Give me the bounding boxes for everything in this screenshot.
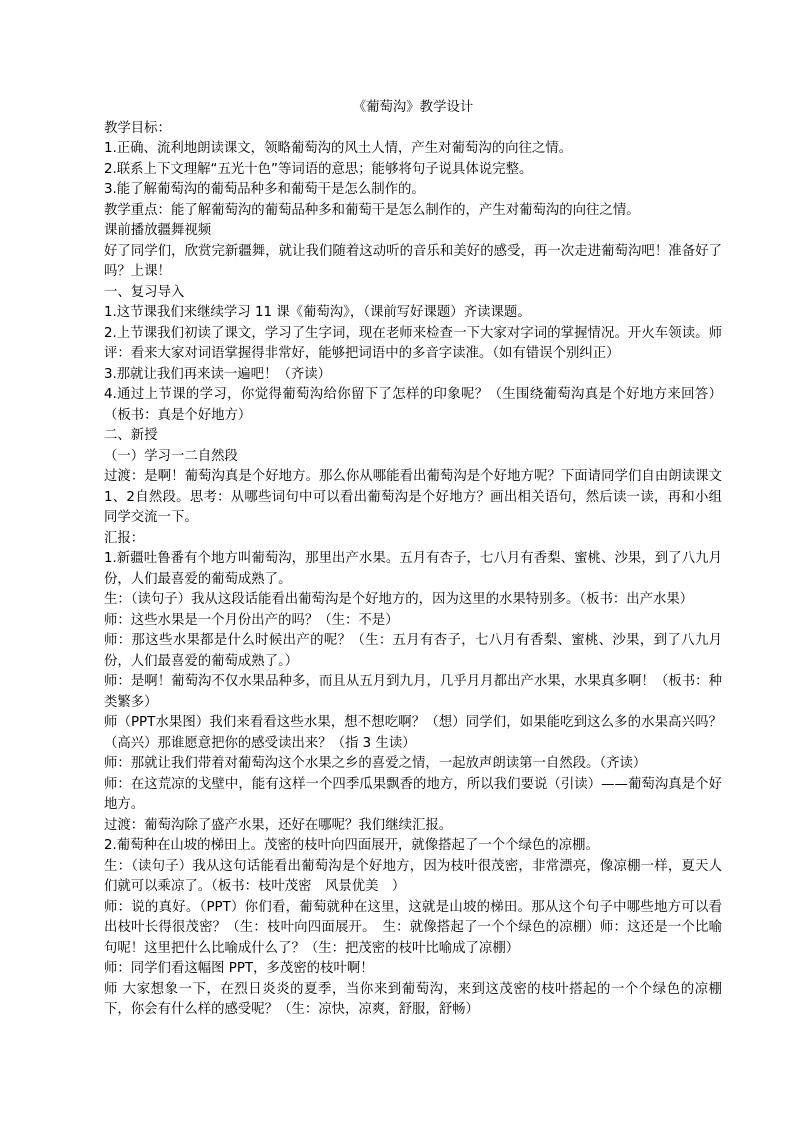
section-heading: 一、复习导入 <box>104 284 185 300</box>
paragraph: 3.能了解葡萄沟的葡萄品种多和葡萄干是怎么制作的。 <box>104 182 425 197</box>
paragraph: 课前播放疆舞视频 <box>104 223 212 238</box>
paragraph: 2.联系上下文理解“五光十色”等词语的意思；能够将句子说具体说完整。 <box>104 161 533 177</box>
paragraph: 生：（读句子）我从这句话能看出葡萄沟是个好地方，因为枝叶很茂密，非常漂亮，像凉棚一样，夏天人们就可以乘凉了。（板书：枝叶茂密 风景优美 ） <box>104 858 722 894</box>
paragraph: 师（PPT水果图）我们来看看这些水果，想不想吃啊？（想）同学们，如果能吃到这么多的水果高兴吗？（高兴）那谁愿意把你的感受读出来？（指 3 生读） <box>104 715 722 751</box>
paragraph: 1.这节课我们来继续学习 11 课《葡萄沟》，（课前写好课题）齐读课题。 <box>104 305 531 320</box>
paragraph: 教学重点：能了解葡萄沟的葡萄品种多和葡萄干是怎么制作的，产生对葡萄沟的向往之情。 <box>104 202 640 218</box>
paragraph: 3.那就让我们再来读一遍吧！（齐读） <box>104 366 332 382</box>
section-heading: 二、新授 <box>104 428 158 443</box>
subsection-heading: （一）学习一二自然段 <box>104 448 238 464</box>
paragraph: 师 大家想象一下，在烈日炎炎的夏季，当你来到葡萄沟，来到这茂密的枝叶搭起的一个个绿色的凉棚下，你会有什么样的感受呢？（生：凉快，凉爽，舒服，舒畅） <box>104 981 722 1017</box>
document-page <box>104 98 722 1021</box>
paragraph: 师：那这些水果都是什么时候出产的呢？（生：五月有杏子，七八月有香梨、蜜桃、沙果，到了八九月份，人们最喜爱的葡萄成熟了。） <box>104 633 722 669</box>
paragraph: 师：是啊！葡萄沟不仅水果品种多，而且从五月到九月，几乎月月都出产水果，水果真多啊！（板书：种类繁多） <box>104 674 722 710</box>
document-title: 《葡萄沟》教学设计 <box>352 100 474 115</box>
paragraph: 汇报： <box>104 530 145 546</box>
paragraph: 教学目标： <box>104 120 171 136</box>
paragraph: 生：（读句子）我从这段话能看出葡萄沟是个好地方的，因为这里的水果特别多。（板书：出产水果） <box>104 592 694 607</box>
paragraph: 师：这些水果是一个月份出产的吗？（生：不是） <box>104 612 399 628</box>
paragraph: 2.上节课我们初读了课文，学习了生字词，现在老师来检查一下大家对字词的掌握情况。开火车领读。师评：看来大家对词语掌握得非常好，能够把词语中的多音字读准。（如有错误个别纠正） <box>104 325 722 361</box>
paragraph: 师：在这荒凉的戈壁中，能有这样一个四季瓜果飘香的地方，所以我们要说（引读）——葡萄沟真是个好地方。 <box>104 776 722 812</box>
paragraph: 过渡：是啊！葡萄沟真是个好地方。那么你从哪能看出葡萄沟是个好地方呢？下面请同学们自由朗读课文1、2自然段。思考：从哪些词句中可以看出葡萄沟是个好地方？画出相关语句，然后读一读，再和小组同学交流一下。 <box>104 469 722 525</box>
paragraph: 师：说的真好。（PPT）你们看，葡萄就种在这里，这就是山坡的梯田。那从这个句子中哪些地方可以看出枝叶长得很茂密？（生：枝叶向四面展开。 生：就像搭起了一个个绿色的凉棚）师：这还是一个比喻句呢！这里把什么比喻成什么了？（生：把茂密的枝叶比喻成了凉棚） <box>104 899 722 956</box>
paragraph: 师：同学们看这幅图 PPT，多茂密的枝叶啊！ <box>104 961 374 976</box>
paragraph: 好了同学们，欣赏完新疆舞，就让我们随着这动听的音乐和美好的感受，再一次走进葡萄沟吧！准备好了吗？上课！ <box>104 243 722 279</box>
paragraph: 1.新疆吐鲁番有个地方叫葡萄沟，那里出产水果。五月有杏子，七八月有香梨、蜜桃、沙果，到了八九月份，人们最喜爱的葡萄成熟了。 <box>104 551 722 587</box>
paragraph: 师：那就让我们带着对葡萄沟这个水果之乡的喜爱之情，一起放声朗读第一自然段。（齐读） <box>104 756 647 771</box>
paragraph: 2.葡萄种在山坡的梯田上。茂密的枝叶向四面展开，就像搭起了一个个绿色的凉棚。 <box>104 838 599 853</box>
paragraph: 1.正确、流利地朗读课文，领略葡萄沟的风土人情，产生对葡萄沟的向往之情。 <box>104 141 573 156</box>
paragraph: 过渡：葡萄沟除了盛产水果，还好在哪呢？我们继续汇报。 <box>104 817 453 833</box>
paragraph: 4.通过上节课的学习，你觉得葡萄沟给你留下了怎样的印象呢？（生围绕葡萄沟真是个好地方来回答）（板书：真是个好地方） <box>104 387 722 423</box>
